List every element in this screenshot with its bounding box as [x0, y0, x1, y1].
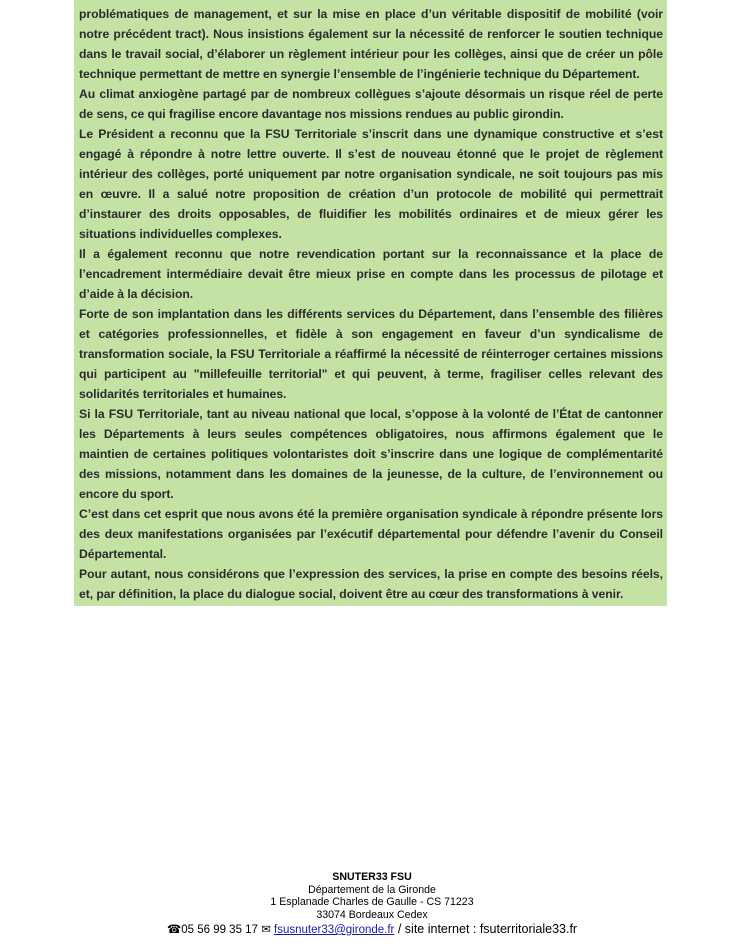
- article-body: [74, 0, 667, 606]
- paragraph-encadrement: Il a également reconnu que notre revendication portant sur la reconnaissance et la place de l’encadrement intermédiaire devait être mieux prise en compte dans les processus de pilotage et d’aide à la décision.: [79, 247, 663, 301]
- footer-org: SNUTER33 FSU: [332, 871, 412, 883]
- footer-site: / site internet : fsuterritoriale33.fr: [394, 922, 578, 936]
- paragraph-implantation: Forte de son implantation dans les différents services du Département, dans l’ensemble des filières et catégories professionnelles, et fidèle à son engagement en faveur d’un syndicalisme de transformation sociale, la FSU Territoriale a réaffirmé la nécessité de réinterroger certaines missions qui participent au "millefeuille territorial" et qui peuvent, à terme, fragiliser celles relevant des solidarités territoriales et humaines.: [79, 307, 663, 401]
- footer-phone: 05 56 99 35 17: [181, 924, 258, 936]
- mail-icon: ✉: [261, 924, 271, 936]
- paragraph-manifestations: C’est dans cet esprit que nous avons été la première organisation syndicale à répondre présente lors des deux manifestations organisées par l’exécutif départemental pour défendre l’avenir du Conseil Départemental.: [79, 507, 663, 561]
- footer-address: 1 Esplanade Charles de Gaulle - CS 71223: [270, 896, 474, 908]
- phone-icon: ☎: [166, 924, 182, 936]
- footer-contact-line: [0, 922, 744, 937]
- footer-email-link[interactable]: fsusnuter33@gironde.fr: [274, 924, 395, 936]
- footer: [0, 871, 744, 937]
- paragraph-management: problématiques de management, et sur la mise en place d’un véritable dispositif de mobilité (voir notre précédent tract). Nous insistions également sur la nécessité de renforcer le soutien technique dans le travail social, d’élaborer un règlement intérieur pour les collèges, ainsi que de créer un pôle technique permettant de mettre en synergie l’ensemble de l’ingénierie technique du Département.: [79, 7, 663, 81]
- paragraph-president: Le Président a reconnu que la FSU Territoriale s’inscrit dans une dynamique constructive et s’est engagé à répondre à notre lettre ouverte. Il s’est de nouveau étonné que le projet de règlement intérieur des collèges, porté uniquement par notre organisation syndicale, ne soit toujours pas mis en œuvre. Il a salué notre proposition de création d’un protocole de mobilité qui permettrait d’instaurer des droits opposables, de fluidifier les mobilités ordinaires et de mieux gérer les situations individuelles complexes.: [79, 127, 663, 241]
- footer-department: Département de la Gironde: [308, 883, 436, 896]
- paragraph-climat: Au climat anxiogène partagé par de nombreux collègues s’ajoute désormais un risque réel de perte de sens, ce qui fragilise encore davantage nos missions rendues au public girondin.: [79, 87, 663, 121]
- paragraph-competences: Si la FSU Territoriale, tant au niveau national que local, s’oppose à la volonté de l’État de cantonner les Départements à leurs seules compétences obligatoires, nous affirmons également que le maintien de certaines politiques volontaristes doit s’inscrire dans une logique de complémentarité des missions, notamment dans les domaines de la jeunesse, de la culture, de l’environnement ou encore du sport.: [79, 407, 663, 501]
- footer-city: 33074 Bordeaux Cedex: [316, 908, 428, 921]
- paragraph-dialogue-social: Pour autant, nous considérons que l’expression des services, la prise en compte des besoins réels, et, par définition, la place du dialogue social, doivent être au cœur des transformations à venir.: [79, 567, 663, 601]
